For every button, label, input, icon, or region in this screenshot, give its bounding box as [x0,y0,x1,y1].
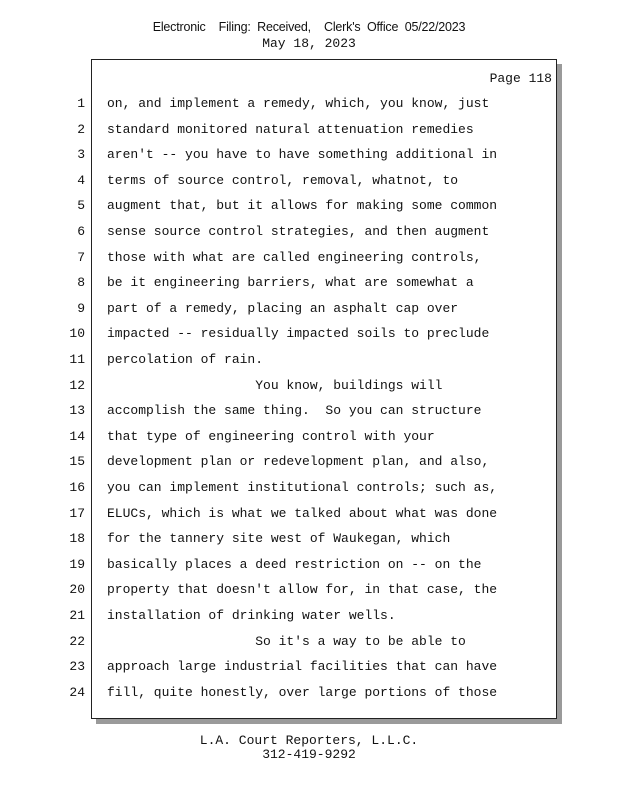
line-number: 21 [69,608,85,623]
line-number: 6 [77,224,85,239]
line-number: 5 [77,198,85,213]
transcript-line: approach large industrial facilities that can have [107,659,498,674]
line-number: 4 [77,173,85,188]
transcript-line: on, and implement a remedy, which, you know, just [107,96,490,111]
transcript-line: fill, quite honestly, over large portions of those [107,685,498,700]
line-number: 23 [69,659,85,674]
transcript-line: standard monitored natural attenuation remedies [107,122,474,137]
transcript-line: ELUCs, which is what we talked about what was done [107,506,498,521]
line-number: 8 [77,275,85,290]
deposition-date: May 18, 2023 [262,36,356,51]
line-number: 13 [69,403,85,418]
transcript-line: So it's a way to be able to [107,634,466,649]
line-number: 10 [69,326,85,341]
line-number: 2 [77,122,85,137]
line-number: 11 [69,352,85,367]
transcript-line: aren't -- you have to have something additional in [107,147,498,162]
line-number: 9 [77,301,85,316]
transcript-line: property that doesn't allow for, in that case, the [107,582,498,597]
line-number: 18 [69,531,85,546]
line-number: 19 [69,557,85,572]
filing-stamp: Electronic Filing: Received, Clerk's Office 05/22/2023 [152,20,466,34]
line-number: 17 [69,506,85,521]
transcript-line: augment that, but it allows for making some common [107,198,498,213]
transcript-line: terms of source control, removal, whatnot, to [107,173,459,188]
transcript-line: development plan or redevelopment plan, and also, [107,454,490,469]
transcript-line: basically places a deed restriction on -- on the [107,557,482,572]
page-number: Page 118 [489,71,552,86]
transcript-line: you can implement institutional controls; such as, [107,480,498,495]
line-number: 3 [77,147,85,162]
transcript-line: impacted -- residually impacted soils to preclude [107,326,490,341]
transcript-line: for the tannery site west of Waukegan, which [107,531,451,546]
line-number: 22 [69,634,85,649]
transcript-line: installation of drinking water wells. [107,608,396,623]
line-number: 24 [69,685,85,700]
line-number: 7 [77,250,85,265]
transcript-line: those with what are called engineering controls, [107,250,482,265]
line-number: 12 [69,378,85,393]
transcript-line: that type of engineering control with your [107,429,435,444]
transcript-line: accomplish the same thing. So you can structure [107,403,482,418]
transcript-line: You know, buildings will [107,378,443,393]
transcript-line: sense source control strategies, and then augment [107,224,490,239]
line-number: 14 [69,429,85,444]
footer-phone: 312-419-9292 [262,747,356,762]
line-number: 15 [69,454,85,469]
footer-firm: L.A. Court Reporters, L.L.C. [199,733,419,748]
line-number: 20 [69,582,85,597]
transcript-line: be it engineering barriers, what are somewhat a [107,275,474,290]
transcript-line: percolation of rain. [107,352,264,367]
transcript-line: part of a remedy, placing an asphalt cap over [107,301,459,316]
line-number: 16 [69,480,85,495]
line-number: 1 [77,96,85,111]
